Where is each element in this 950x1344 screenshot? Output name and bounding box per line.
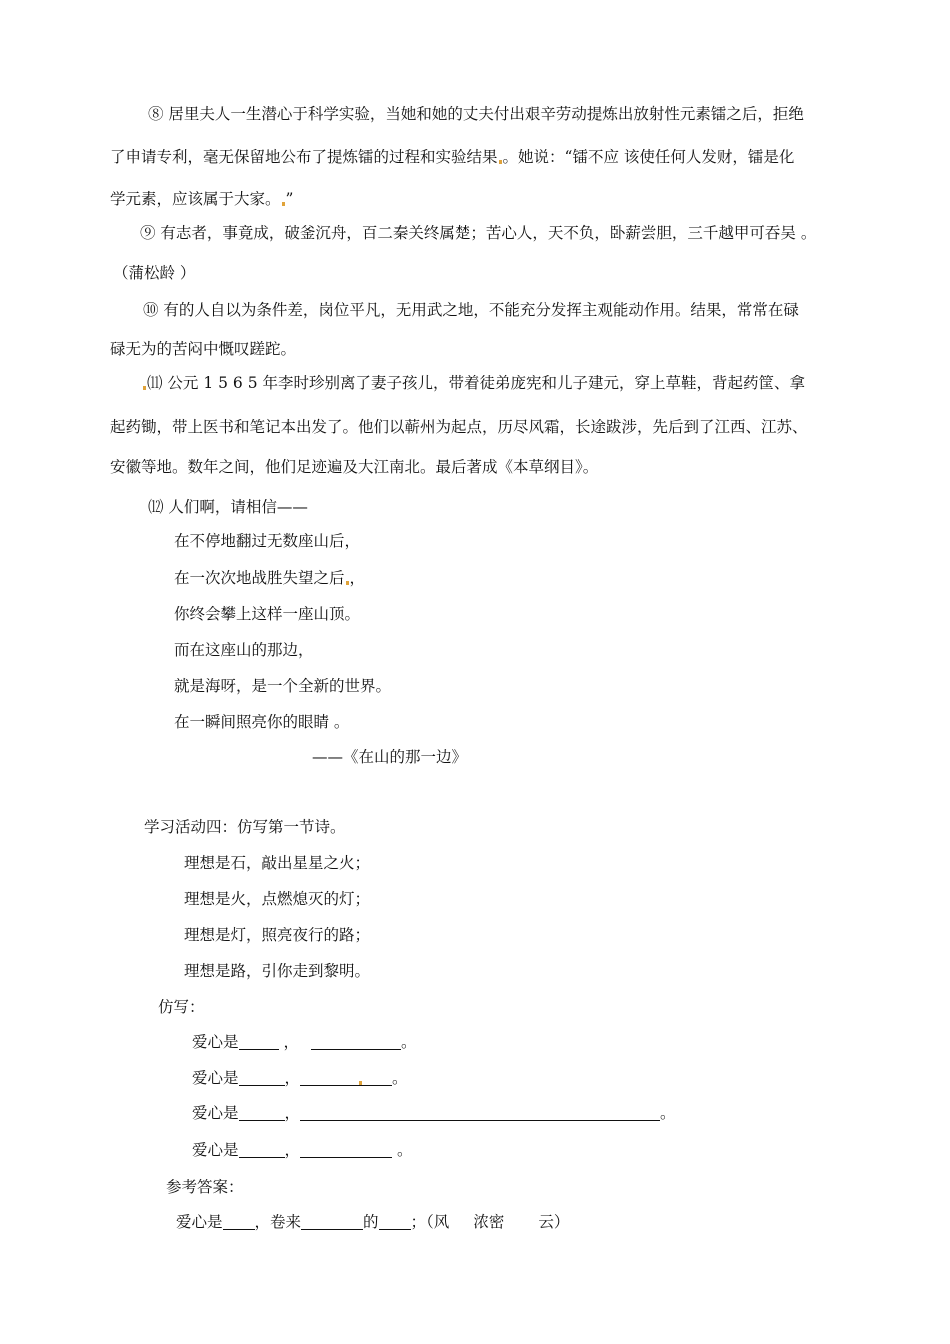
answer-blank[interactable]: [379, 1213, 411, 1230]
poem-line-4: 而在这座山的那边，: [174, 641, 314, 659]
para8-line3-text-a: 学元素，应该属于大家。: [110, 190, 281, 208]
highlight-mark: [359, 1081, 362, 1085]
fill-row-end: 。: [400, 1033, 417, 1051]
para8-line3-text-b: ”: [285, 190, 294, 208]
highlight-mark: [346, 581, 349, 585]
poem-source: ——《在山的那一边》: [312, 748, 468, 766]
poem-line-5: 就是海呀，是一个全新的世界。: [174, 677, 392, 695]
fill-row-end: 。: [660, 1104, 676, 1122]
fill-row-sep: ，: [284, 1069, 301, 1087]
fill-row-prefix: 爱心是: [192, 1033, 239, 1051]
answer-part4: ；（风: [410, 1213, 450, 1231]
answer-label: 参考答案：: [166, 1178, 244, 1196]
para9-author: （蒲松龄 ）: [113, 264, 196, 282]
answer-blank[interactable]: [301, 1213, 363, 1230]
para11-line2: 起药锄，带上医书和笔记本出发了。他们以蕲州为起点，历尽风霜，长途跋涉，先后到了江西、江苏、: [110, 418, 808, 436]
answer-blank[interactable]: [300, 1104, 660, 1121]
answer-blank[interactable]: [300, 1069, 392, 1086]
fill-row-end: 。: [392, 1069, 408, 1087]
model-poem-line-1: 理想是石，敲出星星之火；: [184, 854, 371, 872]
fill-row-sep: ，: [278, 1033, 299, 1051]
para8-line2-text-b: 。她说：“镭不应 该使任何人发财，镭是化: [502, 148, 795, 166]
answer-part3: 的: [363, 1213, 379, 1231]
para8-line1: ⑧ 居里夫人一生潜心于科学实验，当她和她的丈夫付出艰辛劳动提炼出放射性元素镭之后，拒绝: [148, 105, 804, 123]
answer-row: [176, 1210, 569, 1232]
answer-blank[interactable]: [300, 1141, 392, 1158]
model-poem-line-4: 理想是路，引你走到黎明。: [184, 962, 371, 980]
poem-line-1: 在不停地翻过无数座山后，: [174, 532, 361, 550]
answer-blank[interactable]: [239, 1141, 285, 1158]
fill-row-2: [192, 1066, 408, 1088]
answer-blank[interactable]: [239, 1033, 279, 1050]
poem-line-6: 在一瞬间照亮你的眼睛 。: [174, 713, 350, 731]
model-poem-line-3: 理想是灯，照亮夜行的路；: [184, 926, 371, 944]
answer-blank[interactable]: [239, 1069, 285, 1086]
para11-line1-text: ⑾ 公元 1 5 6 5 年李时珍别离了妻子孩儿，带着徒弟庞宪和儿子建元，穿上草鞋，背起药筐、拿: [147, 374, 806, 392]
poem-line-2: [174, 566, 365, 588]
answer-part2: ，卷来: [254, 1213, 302, 1231]
poem-line-2-text: 在一次次地战胜失望之后: [174, 569, 345, 587]
para11-line1: [142, 371, 805, 393]
answer-word-2: 云）: [538, 1213, 570, 1231]
fill-row-prefix: 爱心是: [192, 1104, 239, 1122]
fill-row-prefix: 爱心是: [192, 1141, 239, 1159]
para8-line2-text-a: 了申请专利，毫无保留地公布了提炼镭的过程和实验结果: [110, 148, 498, 166]
imitate-label: 仿写：: [158, 998, 205, 1016]
fill-row-1: [192, 1030, 416, 1052]
poem-line-2-comma: ，: [349, 569, 366, 587]
fill-row-sep: ，: [284, 1104, 301, 1122]
para12-intro: ⑿ 人们啊，请相信——: [148, 498, 308, 516]
model-poem-line-2: 理想是火，点燃熄灭的灯；: [184, 890, 371, 908]
answer-blank[interactable]: [239, 1104, 285, 1121]
para11-line3: 安徽等地。数年之间，他们足迹遍及大江南北。最后著成《本草纲目》。: [110, 458, 599, 476]
fill-row-end: 。: [392, 1141, 413, 1159]
poem-line-3: 你终会攀上这样一座山顶。: [174, 605, 361, 623]
fill-row-prefix: 爱心是: [192, 1069, 239, 1087]
highlight-mark: [499, 160, 502, 164]
highlight-mark: [282, 202, 285, 206]
answer-blank[interactable]: [311, 1033, 401, 1050]
fill-row-3: [192, 1101, 676, 1123]
para8-line3: [110, 187, 293, 209]
para10-line2: 碌无为的苦闷中慨叹蹉跎。: [110, 340, 297, 358]
fill-row-4: [192, 1138, 412, 1160]
answer-blank[interactable]: [223, 1213, 255, 1230]
answer-prefix: 爱心是: [176, 1213, 223, 1231]
para8-line2: [110, 145, 794, 167]
para9-line1: ⑨ 有志者，事竟成，破釜沉舟，百二秦关终属楚；苦心人，天不负，卧薪尝胆，三千越甲可吞吴 。: [140, 224, 817, 242]
fill-row-sep: ，: [284, 1141, 301, 1159]
highlight-mark: [143, 386, 146, 390]
activity-title: 学习活动四：仿写第一节诗。: [144, 818, 346, 836]
answer-word-1: 浓密: [473, 1213, 505, 1231]
para10-line1: ⑩ 有的人自以为条件差，岗位平凡，无用武之地，不能充分发挥主观能动作用。结果，常常在碌: [143, 301, 799, 319]
